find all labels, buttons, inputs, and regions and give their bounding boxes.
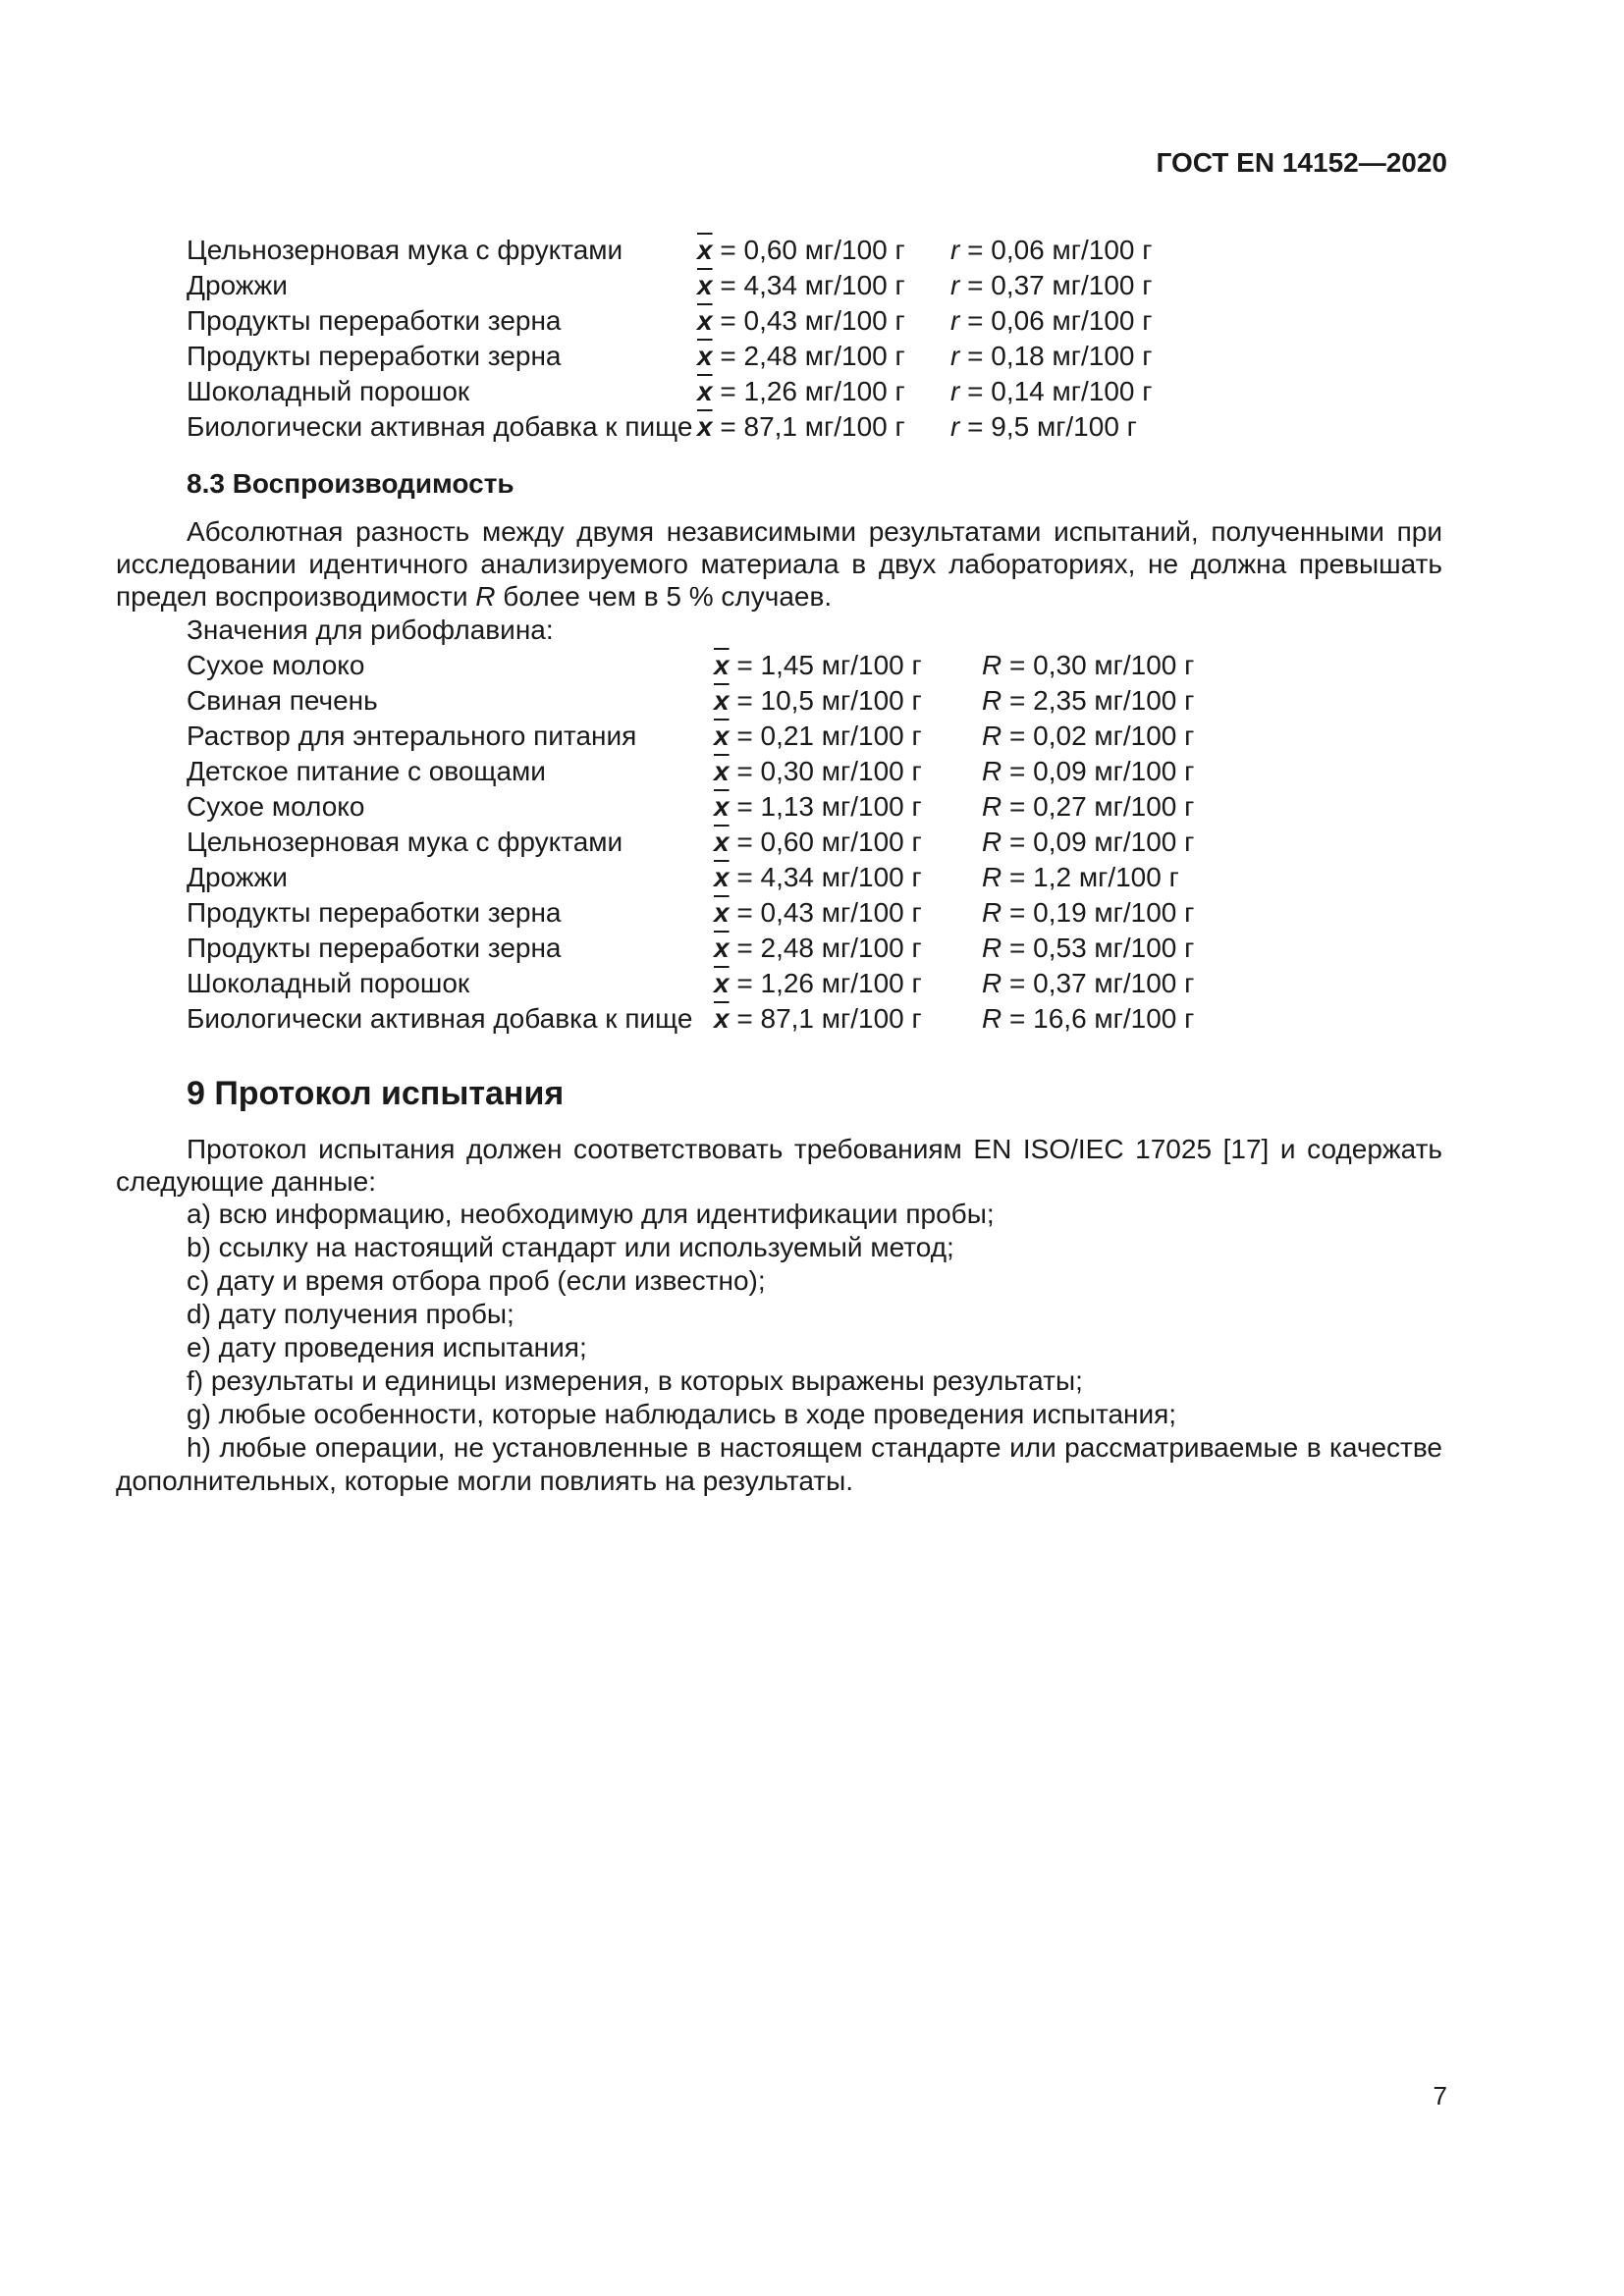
values-intro: Значения для рибофлавина: [187, 614, 554, 645]
limit-symbol: R [982, 685, 1002, 716]
mean-symbol: $\overline{x}$ [714, 933, 730, 963]
limit-symbol: R [982, 827, 1002, 857]
value-row [116, 895, 1442, 931]
mean-value-text: = 87,1 мг/100 г [736, 1003, 922, 1034]
list-item: f) результаты и единицы измерения, в которых выражены результаты; [187, 1365, 1083, 1396]
limit-symbol: R [982, 862, 1002, 892]
mean-value-text: = 1,26 мг/100 г [720, 376, 905, 406]
limit-value [982, 719, 1194, 754]
value-row [116, 860, 1442, 895]
product-name: Продукты переработки зерна [187, 897, 562, 928]
mean-symbol: $\overline{x}$ [714, 827, 730, 857]
limit-symbol: r [950, 411, 960, 442]
mean-symbol: $\overline{x}$ [697, 235, 713, 265]
limit-symbol: R [982, 756, 1002, 786]
mean-value [714, 895, 922, 931]
limit-value [982, 1001, 1194, 1037]
mean-value [697, 409, 905, 445]
mean-value-text: = 10,5 мг/100 г [736, 685, 922, 716]
mean-symbol: $\overline{x}$ [697, 341, 713, 371]
value-row [116, 339, 1442, 374]
mean-symbol: $\overline{x}$ [714, 791, 730, 822]
mean-value-text: = 4,34 мг/100 г [720, 270, 905, 300]
list-item: g) любые особенности, которые наблюдались в ходе проведения испытания; [187, 1399, 1177, 1429]
mean-symbol: $\overline{x}$ [714, 862, 730, 892]
value-row [116, 683, 1442, 719]
list-item: c) дату и время отбора проб (если известно); [187, 1265, 766, 1296]
limit-value-text: = 2,35 мг/100 г [1009, 685, 1195, 716]
value-row [116, 825, 1442, 860]
limit-symbol: r [950, 270, 960, 300]
limit-value [950, 339, 1152, 374]
mean-value-text: = 1,13 мг/100 г [736, 791, 922, 822]
mean-value-text: = 0,43 мг/100 г [736, 897, 922, 928]
mean-value [697, 374, 905, 409]
mean-symbol: $\overline{x}$ [714, 650, 730, 680]
limit-symbol: R [982, 1003, 1002, 1034]
value-row [116, 966, 1442, 1001]
reproducibility-values-list [116, 648, 1442, 1037]
mean-value [714, 825, 922, 860]
mean-value-text: = 2,48 мг/100 г [736, 933, 922, 963]
mean-value [714, 719, 922, 754]
limit-value [982, 789, 1194, 825]
product-name: Цельнозерновая мука с фруктами [187, 235, 623, 265]
value-row [116, 374, 1442, 409]
mean-value [714, 931, 922, 966]
mean-value-text: = 87,1 мг/100 г [720, 411, 905, 442]
limit-symbol: R [982, 791, 1002, 822]
limit-value [950, 303, 1152, 339]
mean-symbol: $\overline{x}$ [714, 685, 730, 716]
mean-value [697, 268, 905, 303]
mean-symbol: $\overline{x}$ [697, 305, 713, 336]
limit-symbol: r [950, 235, 960, 265]
mean-value-text: = 2,48 мг/100 г [720, 341, 905, 371]
product-name: Сухое молоко [187, 650, 365, 680]
mean-value [714, 683, 922, 719]
list-item: e) дату проведения испытания; [187, 1332, 587, 1362]
mean-symbol: $\overline{x}$ [714, 897, 730, 928]
limit-value-text: = 0,18 мг/100 г [967, 341, 1153, 371]
symbol-R: R [475, 581, 496, 612]
limit-value [982, 931, 1194, 966]
mean-symbol: $\overline{x}$ [714, 1003, 730, 1034]
product-name: Шоколадный порошок [187, 968, 470, 998]
limit-value-text: = 0,06 мг/100 г [967, 305, 1153, 336]
product-name: Продукты переработки зерна [187, 305, 562, 336]
product-name: Цельнозерновая мука с фруктами [187, 827, 623, 857]
product-name: Биологически активная добавка к пище [187, 411, 693, 442]
product-name: Продукты переработки зерна [187, 341, 562, 371]
value-row [116, 648, 1442, 683]
limit-value [982, 683, 1194, 719]
section-8-3-title: 8.3 Воспроизводимость [187, 468, 514, 499]
paragraph-text-end: более чем в 5 % случаев. [503, 581, 833, 612]
mean-value [697, 339, 905, 374]
limit-value-text: = 0,02 мг/100 г [1009, 721, 1195, 751]
reproducibility-paragraph [116, 515, 1442, 613]
limit-symbol: r [950, 305, 960, 336]
mean-value [714, 789, 922, 825]
mean-symbol: $\overline{x}$ [714, 721, 730, 751]
limit-value-text: = 0,19 мг/100 г [1009, 897, 1195, 928]
limit-value-text: = 0,37 мг/100 г [1009, 968, 1195, 998]
limit-value [982, 966, 1194, 1001]
section-9-title: 9 Протокол испытания [187, 1075, 565, 1112]
mean-value-text: = 0,21 мг/100 г [736, 721, 922, 751]
limit-symbol: R [982, 650, 1002, 680]
limit-value-text: = 9,5 мг/100 г [967, 411, 1137, 442]
value-row [116, 719, 1442, 754]
mean-value-text: = 1,26 мг/100 г [736, 968, 922, 998]
limit-value [950, 268, 1152, 303]
limit-value [982, 754, 1194, 789]
value-row [116, 789, 1442, 825]
mean-value-text: = 0,30 мг/100 г [736, 756, 922, 786]
value-row [116, 409, 1442, 445]
value-row [116, 1001, 1442, 1037]
mean-value [697, 233, 905, 268]
limit-symbol: R [982, 897, 1002, 928]
mean-symbol: $\overline{x}$ [697, 376, 713, 406]
mean-symbol: $\overline{x}$ [714, 968, 730, 998]
limit-symbol: r [950, 376, 960, 406]
limit-value [950, 374, 1152, 409]
product-name: Дрожжи [187, 270, 288, 300]
mean-value-text: = 0,43 мг/100 г [720, 305, 905, 336]
value-row [116, 268, 1442, 303]
value-row [116, 931, 1442, 966]
page-content [116, 233, 1442, 1498]
product-name: Шоколадный порошок [187, 376, 470, 406]
limit-value-text: = 0,06 мг/100 г [967, 235, 1153, 265]
product-name: Биологически активная добавка к пище [187, 1003, 693, 1034]
repeatability-values-list [116, 233, 1442, 445]
limit-value-text: = 0,09 мг/100 г [1009, 827, 1195, 857]
value-row [116, 303, 1442, 339]
section-9-intro: Протокол испытания должен соответствовать требованиям EN ISO/IEC 17025 [17] и содержать следующие данные: [116, 1134, 1442, 1197]
mean-value [697, 303, 905, 339]
value-row [116, 754, 1442, 789]
mean-value [714, 648, 922, 683]
product-name: Сухое молоко [187, 791, 365, 822]
limit-value-text: = 0,27 мг/100 г [1009, 791, 1195, 822]
list-item: а) всю информацию, необходимую для идентификации пробы; [187, 1199, 995, 1229]
product-name: Детское питание с овощами [187, 756, 546, 786]
mean-value-text: = 4,34 мг/100 г [736, 862, 922, 892]
test-report-list [116, 1198, 1442, 1498]
mean-value [714, 860, 922, 895]
limit-symbol: R [982, 721, 1002, 751]
limit-value-text: = 0,09 мг/100 г [1009, 756, 1195, 786]
document-header: ГОСТ EN 14152—2020 [1156, 147, 1447, 178]
mean-value-text: = 0,60 мг/100 г [720, 235, 905, 265]
mean-value-text: = 0,60 мг/100 г [736, 827, 922, 857]
mean-value [714, 1001, 922, 1037]
limit-value-text: = 0,53 мг/100 г [1009, 933, 1195, 963]
limit-symbol: R [982, 968, 1002, 998]
limit-symbol: R [982, 933, 1002, 963]
product-name: Раствор для энтерального питания [187, 721, 637, 751]
product-name: Дрожжи [187, 862, 288, 892]
mean-value [714, 754, 922, 789]
limit-symbol: r [950, 341, 960, 371]
limit-value-text: = 1,2 мг/100 г [1009, 862, 1179, 892]
mean-symbol: $\overline{x}$ [697, 270, 713, 300]
mean-symbol: $\overline{x}$ [714, 756, 730, 786]
limit-value [982, 648, 1194, 683]
list-item: h) любые операции, не установленные в настоящем стандарте или рассматриваемые в качестве дополнительных, которые могли повлиять на результаты. [116, 1432, 1442, 1496]
limit-value [950, 409, 1137, 445]
limit-value-text: = 0,30 мг/100 г [1009, 650, 1195, 680]
page-number: 7 [1433, 2081, 1447, 2110]
limit-value-text: = 0,14 мг/100 г [967, 376, 1153, 406]
mean-symbol: $\overline{x}$ [697, 411, 713, 442]
value-row [116, 233, 1442, 268]
product-name: Свиная печень [187, 685, 378, 716]
limit-value [950, 233, 1152, 268]
limit-value-text: = 16,6 мг/100 г [1009, 1003, 1195, 1034]
list-item: b) ссылку на настоящий стандарт или используемый метод; [187, 1232, 954, 1262]
limit-value [982, 895, 1194, 931]
product-name: Продукты переработки зерна [187, 933, 562, 963]
list-item: d) дату получения пробы; [187, 1299, 514, 1329]
limit-value-text: = 0,37 мг/100 г [967, 270, 1153, 300]
mean-value [714, 966, 922, 1001]
mean-value-text: = 1,45 мг/100 г [736, 650, 922, 680]
limit-value [982, 860, 1179, 895]
limit-value [982, 825, 1194, 860]
paragraph-text: Абсолютная разность между двумя независимыми результатами испытаний, полученными при исследовании идентичного анализируемого материала в двух лабораториях, не должна превышать предел воспроизводимости [116, 516, 1442, 612]
